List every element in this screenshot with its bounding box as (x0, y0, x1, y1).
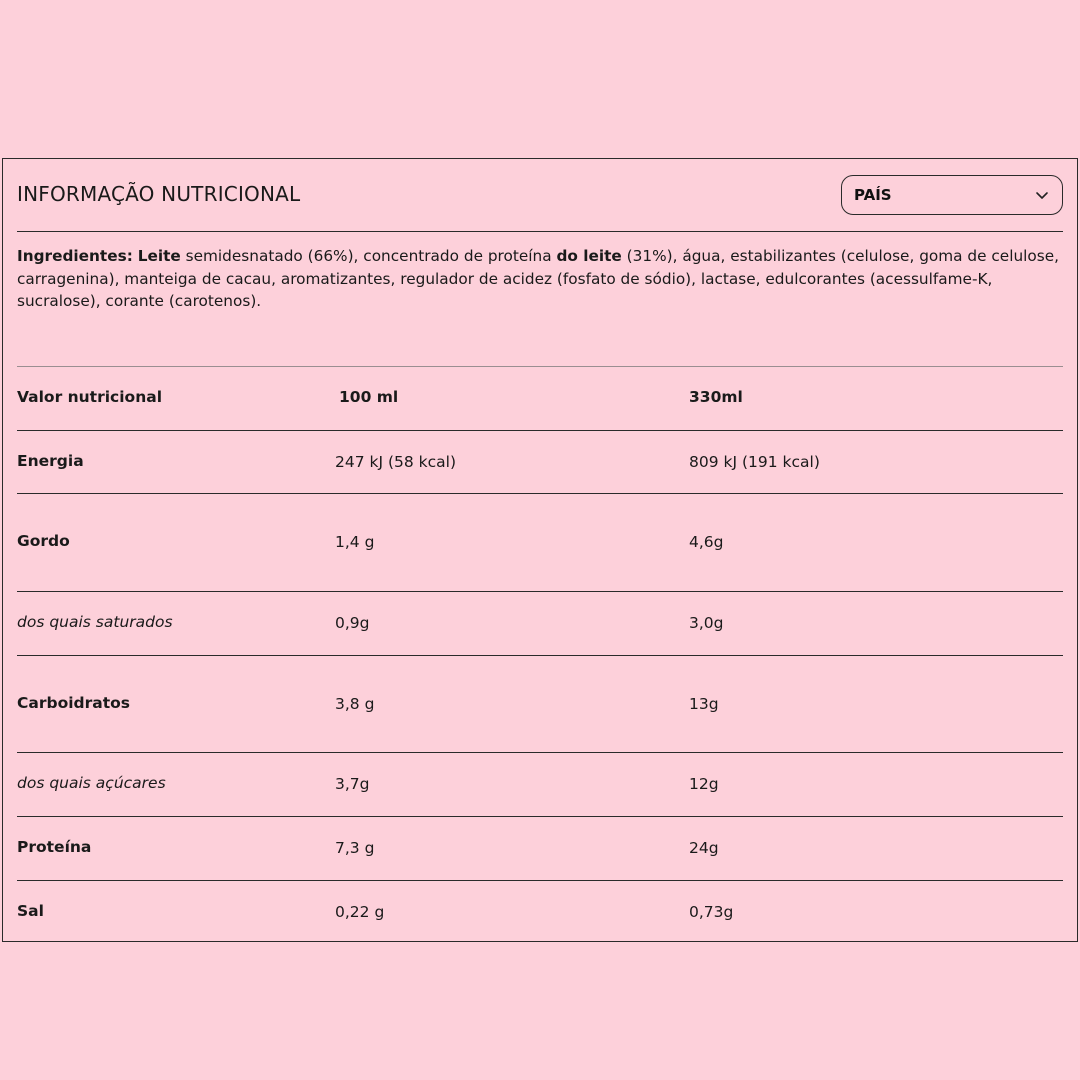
row-label: dos quais saturados (17, 613, 173, 631)
header-per-330ml: 330ml (689, 388, 743, 406)
row-label: Proteína (17, 838, 92, 856)
row-value-330ml: 24g (689, 839, 719, 857)
ingredients-milk: Leite (137, 247, 181, 265)
row-value-100ml: 3,7g (335, 775, 370, 793)
row-value-100ml: 247 kJ (58 kcal) (335, 453, 457, 471)
chevron-down-icon (1034, 187, 1050, 203)
page-title: INFORMAÇÃO NUTRICIONAL (17, 182, 301, 206)
country-select-label: PAÍS (854, 186, 892, 204)
row-value-330ml: 12g (689, 775, 719, 793)
header-per-100ml: 100 ml (339, 388, 399, 406)
row-label: Carboidratos (17, 694, 131, 712)
row-value-100ml: 7,3 g (335, 839, 375, 857)
panel-header (17, 159, 1063, 232)
table-row-carbohydrates (17, 656, 1063, 753)
nutrition-table (17, 366, 1063, 943)
row-value-330ml: 809 kJ (191 kcal) (689, 453, 820, 471)
row-value-330ml: 4,6g (689, 533, 724, 551)
table-row-protein (17, 817, 1063, 881)
row-value-100ml: 0,22 g (335, 903, 385, 921)
row-value-100ml: 3,8 g (335, 695, 375, 713)
table-row-salt (17, 881, 1063, 943)
ingredients-part2: semidesnatado (66%), concentrado de proteína (180, 247, 557, 265)
row-label: Gordo (17, 532, 70, 550)
table-row-sugars (17, 753, 1063, 817)
row-label: Energia (17, 452, 84, 470)
row-value-330ml: 3,0g (689, 614, 724, 632)
ingredients-text (17, 245, 1063, 313)
row-label: Sal (17, 902, 44, 920)
ingredients-part4: (31%), água, estabilizantes (celulose, goma de celulose, carragenina), manteiga de cacau, aromatizantes, regulador de acidez (fosfato de sódio), lactase, edulcorantes (acessulfame-K, sucralose), corante (carotenos). (17, 247, 1060, 311)
table-row-energy (17, 431, 1063, 494)
table-row-saturated (17, 592, 1063, 656)
ingredients-milk-protein: do leite (556, 247, 622, 265)
row-value-100ml: 0,9g (335, 614, 370, 632)
table-row-fat (17, 494, 1063, 592)
row-value-330ml: 13g (689, 695, 719, 713)
nutrition-panel (2, 158, 1078, 942)
row-value-100ml: 1,4 g (335, 533, 375, 551)
country-select[interactable] (841, 175, 1063, 215)
header-nutritional-value: Valor nutricional (17, 388, 163, 406)
row-label: dos quais açúcares (17, 774, 166, 792)
row-value-330ml: 0,73g (689, 903, 734, 921)
table-header-row (17, 367, 1063, 431)
ingredients-label: Ingredientes: (17, 247, 133, 265)
